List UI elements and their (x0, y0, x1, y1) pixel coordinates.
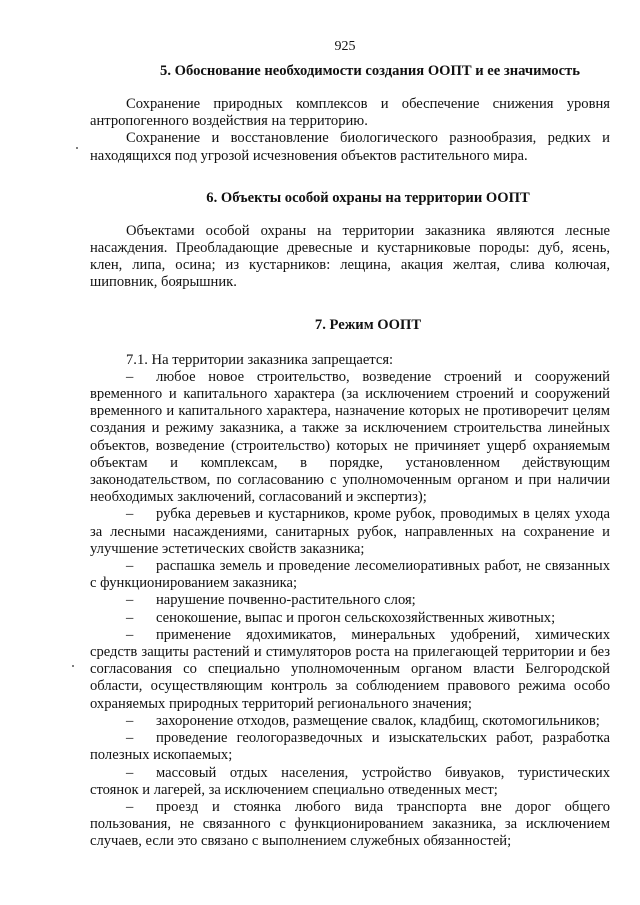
list-item (90, 765, 610, 799)
section-5-paragraph-1: Сохранение природных комплексов и обеспечение снижения уровня антропогенного воздействия на территорию. (90, 96, 610, 130)
dash-marker: – (126, 558, 134, 575)
section-6-paragraph-1: Объектами особой охраны на территории заказника являются лесные насаждения. Преобладающие древесные и кустарниковые породы: дуб, ясень, клен, липа, осина; из кустарников: лещина, акация желтая, слива колючая, шиповник, боярышник. (90, 222, 610, 291)
list-item (90, 506, 610, 558)
list-item (90, 592, 610, 609)
dash-marker: – (126, 368, 134, 385)
list-item-text: применение ядохимикатов, минеральных удобрений, химических средств защиты растений и стимуляторов роста на прилегающей территории и без согласования со специально уполномоченным органом власти Белгородской области, осуществляющим контроль за соблюдением правового режима особо охраняемых природных территорий регионального значения; (90, 626, 610, 712)
dash-marker: – (126, 609, 134, 626)
dash-marker: – (126, 764, 134, 781)
dash-marker: – (126, 798, 134, 815)
dash-marker: – (126, 626, 134, 643)
list-item (90, 610, 610, 627)
list-item-text: рубка деревьев и кустарников, кроме рубок, проводимых в целях ухода за лесными насаждениями, санитарных рубок, направленных на сохранение и улучшение эстетических свойств заказника; (90, 506, 610, 557)
scan-speck (76, 147, 78, 149)
list-item (90, 799, 610, 851)
section-5-paragraph-2: Сохранение и восстановление биологического разнообразия, редких и находящихся под угрозой исчезновения объектов растительного мира. (90, 130, 610, 164)
list-item-text: проведение геологоразведочных и изыскательских работ, разработка полезных ископаемых; (90, 730, 610, 764)
dash-marker: – (126, 712, 134, 729)
section-7-intro: 7.1. На территории заказника запрещается: (126, 351, 394, 368)
section-6-heading: 6. Объекты особой охраны на территории ООПТ (206, 189, 530, 206)
section-5-heading: 5. Обоснование необходимости создания ООПТ и ее значимость (160, 63, 580, 79)
list-item-text: проезд и стоянка любого вида транспорта вне дорог общего пользования, не связанного с функционированием заказника, за исключением случаев, если это связано с выполнением служебных обязанностей; (90, 798, 610, 850)
list-item (90, 627, 610, 713)
section-7-heading: 7. Режим ООПТ (314, 316, 422, 333)
document-body (90, 62, 610, 851)
list-item-text: любое новое строительство, возведение строений и сооружений временного и капитального характера (за исключением строений и сооружений временного и капитального характера, назначение которых не противоречит целям создания и режиму заказника, а также за исключением строительства линейных объектов, возведение (строительство) которых не причиняет ущерб охраняемым объектам и комплексам, в порядке, установленном действующим законодательством, по согласованию с уполномоченным органом и при наличии необходимых заключений, согласований и экспертиз); (90, 368, 610, 506)
list-item-text: массовый отдых населения, устройство бивуаков, туристических стоянок и лагерей, за исключением специально отведенных мест; (90, 764, 610, 798)
list-item-text: захоронение отходов, размещение свалок, кладбищ, скотомогильников; (156, 712, 600, 729)
dash-marker: – (126, 506, 134, 523)
list-item (90, 713, 610, 730)
scan-speck (72, 665, 74, 667)
list-item-text: сенокошение, выпас и прогон сельскохозяйственных животных; (156, 609, 556, 626)
list-item (90, 558, 610, 592)
dash-marker: – (126, 592, 134, 609)
list-item-text: распашка земель и проведение лесомелиоративных работ, не связанных с функционированием заказника; (90, 558, 610, 592)
dash-marker: – (126, 730, 134, 747)
list-item (90, 369, 610, 507)
list-item (90, 730, 610, 764)
page-number: 925 (334, 39, 356, 54)
list-item-text: нарушение почвенно-растительного слоя; (156, 592, 416, 609)
prohibition-list (90, 369, 610, 851)
